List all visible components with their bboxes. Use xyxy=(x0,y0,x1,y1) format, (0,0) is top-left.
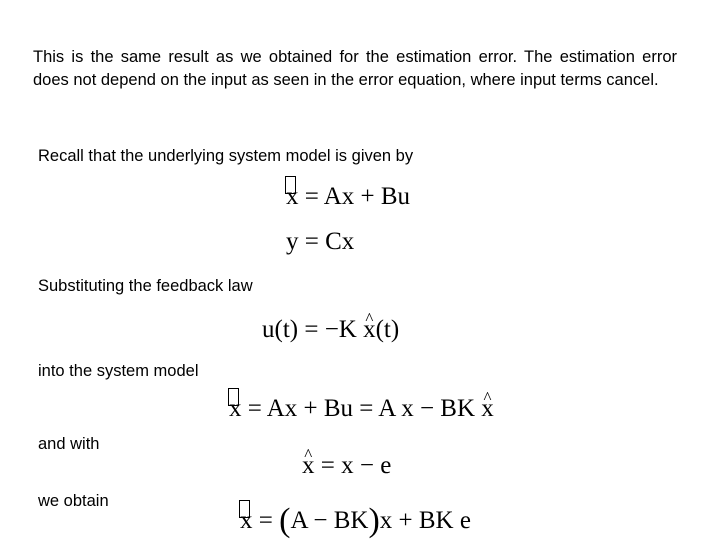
substituted-equation-mid: = Ax + Bu = A x − BK xyxy=(241,395,482,422)
closed-loop-eq-sign: = xyxy=(252,507,280,534)
closed-loop-equation xyxy=(240,502,471,539)
feedback-law-lhs: u(t) = −K xyxy=(262,316,364,343)
right-paren: ) xyxy=(368,502,380,539)
estimate-equation xyxy=(302,451,391,481)
recall-text: Recall that the underlying system model is given by xyxy=(38,147,414,165)
x-dot-symbol: x xyxy=(286,182,299,212)
x-dot-symbol: x xyxy=(229,394,242,424)
x-hat-symbol: x ^ xyxy=(481,394,494,424)
x-dot-symbol: x xyxy=(240,506,253,536)
intro-paragraph: This is the same result as we obtained for the estimation error. The estimation error does not depend on the input as seen in the error equation, where input terms cancel. xyxy=(33,48,677,89)
estimate-equation-rhs: = x − e xyxy=(314,452,392,479)
x-hat-symbol: x ^ xyxy=(363,315,376,345)
substituting-text: Substituting the feedback law xyxy=(38,277,253,295)
into-text: into the system model xyxy=(38,362,199,380)
closed-loop-matrix: A − BK xyxy=(290,507,369,534)
feedback-law-equation xyxy=(262,315,399,345)
state-equation xyxy=(286,182,410,212)
left-paren: ( xyxy=(279,502,291,539)
and-with-text: and with xyxy=(38,435,100,453)
substituted-equation xyxy=(229,394,494,424)
output-equation xyxy=(286,227,354,257)
closed-loop-rhs: x + BK e xyxy=(379,507,471,534)
feedback-law-rhs: (t) xyxy=(375,316,400,343)
output-equation-text: y = Cx xyxy=(286,228,355,255)
x-hat-symbol: x ^ xyxy=(302,451,315,481)
state-equation-rhs: = Ax + Bu xyxy=(298,183,411,210)
we-obtain-text: we obtain xyxy=(38,492,109,510)
